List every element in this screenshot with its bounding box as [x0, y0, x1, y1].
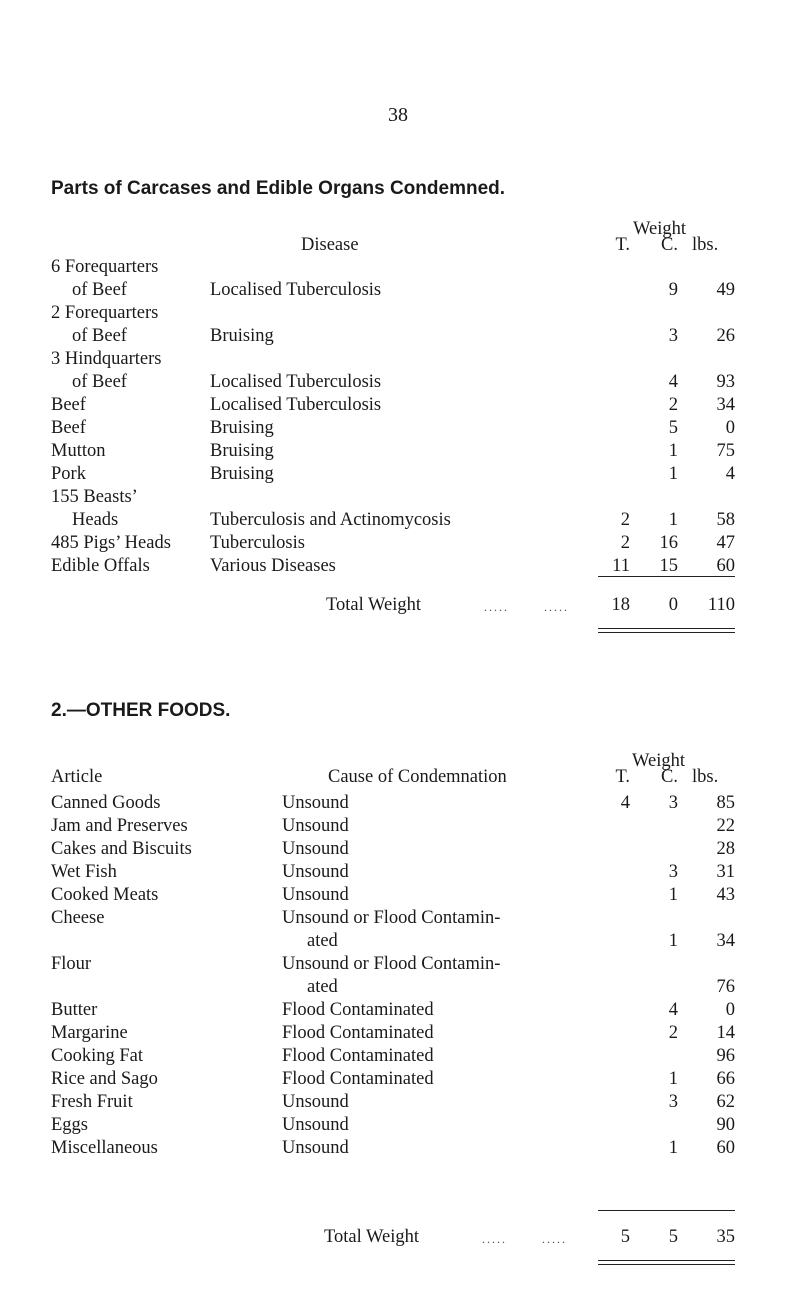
lbs-cell: 28	[716, 839, 735, 859]
cause-cell: Unsound	[282, 862, 349, 882]
section1-total-label: Total Weight	[326, 595, 422, 615]
lbs-cell: 14	[716, 1023, 735, 1043]
lbs-cell: 62	[716, 1092, 735, 1112]
cwt-cell: 5	[668, 418, 678, 438]
lbs-cell: 58	[716, 510, 735, 530]
item-label: Heads	[72, 510, 119, 530]
tons-cell: 4	[620, 793, 630, 813]
cwt-cell: 1	[668, 1069, 678, 1089]
cwt-cell: 1	[668, 441, 678, 461]
section2-weight-header: Weight	[632, 751, 685, 771]
cwt-cell: 3	[668, 793, 678, 813]
article-cell: Canned Goods	[51, 793, 161, 813]
lbs-cell: 34	[716, 931, 735, 951]
item-label: Beef	[51, 395, 86, 415]
tons-cell: 2	[620, 510, 630, 530]
item-label: of Beef	[72, 326, 127, 346]
section2-title: 2.—OTHER FOODS.	[51, 700, 231, 721]
article-cell: Fresh Fruit	[51, 1092, 133, 1112]
disease-cell: Tuberculosis	[210, 533, 305, 553]
disease-cell: Bruising	[210, 464, 274, 484]
cwt-cell: 4	[668, 372, 678, 392]
cwt-cell: 15	[659, 556, 678, 576]
section1-title: Parts of Carcases and Edible Organs Condemned.	[51, 178, 506, 199]
article-cell: Jam and Preserves	[51, 816, 188, 836]
section1-unit-lbs: lbs.	[692, 235, 719, 255]
section2-total-leader: ..... .....	[482, 1232, 567, 1246]
cwt-cell: 3	[668, 326, 678, 346]
item-label: Mutton	[51, 441, 106, 461]
section1-total-c: 0	[668, 595, 678, 615]
cause-cell: Unsound	[282, 1092, 349, 1112]
disease-cell: Various Diseases	[210, 556, 336, 576]
lbs-cell: 66	[716, 1069, 735, 1089]
cause-cell: Flood Contaminated	[282, 1046, 434, 1066]
section1-unit-t: T.	[615, 235, 630, 255]
cause-cell: Unsound or Flood Contamin-	[282, 908, 501, 928]
cause-cell: Unsound	[282, 793, 349, 813]
lbs-cell: 31	[716, 862, 735, 882]
cause-cell: Flood Contaminated	[282, 1069, 434, 1089]
lbs-cell: 34	[716, 395, 735, 415]
section1-total-lbs: 110	[707, 595, 735, 615]
disease-cell: Bruising	[210, 418, 274, 438]
cwt-cell: 2	[668, 1023, 678, 1043]
cwt-cell: 3	[668, 862, 678, 882]
cwt-cell: 1	[668, 510, 678, 530]
cause-cell: Unsound	[282, 816, 349, 836]
article-cell: Miscellaneous	[51, 1138, 158, 1158]
item-label: of Beef	[72, 372, 127, 392]
article-cell: Butter	[51, 1000, 98, 1020]
lbs-cell: 0	[725, 418, 735, 438]
disease-cell: Localised Tuberculosis	[210, 372, 382, 392]
article-cell: Rice and Sago	[51, 1069, 158, 1089]
lbs-cell: 93	[716, 372, 735, 392]
disease-cell: Localised Tuberculosis	[210, 280, 382, 300]
cause-cell: Unsound or Flood Contamin-	[282, 954, 501, 974]
item-label: Edible Offals	[51, 556, 150, 576]
tons-cell: 2	[620, 533, 630, 553]
cause-cell-continued: ated	[307, 931, 338, 951]
item-line: 6 Forequarters	[51, 257, 159, 277]
page-number: 38	[388, 104, 408, 126]
lbs-cell: 76	[716, 977, 735, 997]
cause-cell: Flood Contaminated	[282, 1000, 434, 1020]
section2-unit-lbs: lbs.	[692, 767, 719, 787]
article-cell: Cooked Meats	[51, 885, 159, 905]
section2-total-double-rule	[598, 1260, 735, 1265]
section2-total-t: 5	[620, 1227, 630, 1247]
section1-disease-header: Disease	[301, 235, 359, 255]
lbs-cell: 96	[716, 1046, 735, 1066]
lbs-cell: 49	[716, 280, 735, 300]
article-cell: Flour	[51, 954, 92, 974]
section1-total-t: 18	[611, 595, 630, 615]
cwt-cell: 1	[668, 1138, 678, 1158]
item-line: 155 Beasts’	[51, 487, 138, 507]
item-label: Beef	[51, 418, 86, 438]
cwt-cell: 16	[659, 533, 678, 553]
section2-article-header: Article	[51, 767, 103, 787]
lbs-cell: 60	[716, 556, 735, 576]
item-label: Pork	[51, 464, 86, 484]
tons-cell: 11	[612, 556, 630, 576]
disease-cell: Localised Tuberculosis	[210, 395, 382, 415]
lbs-cell: 47	[716, 533, 735, 553]
lbs-cell: 0	[725, 1000, 735, 1020]
cwt-cell: 4	[668, 1000, 678, 1020]
section2-total-lbs: 35	[716, 1227, 735, 1247]
lbs-cell: 75	[716, 441, 735, 461]
cause-cell: Flood Contaminated	[282, 1023, 434, 1043]
article-cell: Eggs	[51, 1115, 88, 1135]
lbs-cell: 60	[716, 1138, 735, 1158]
lbs-cell: 90	[716, 1115, 735, 1135]
disease-cell: Tuberculosis and Actinomycosis	[210, 510, 451, 530]
lbs-cell: 22	[716, 816, 735, 836]
cwt-cell: 1	[668, 464, 678, 484]
cwt-cell: 2	[668, 395, 678, 415]
article-cell: Wet Fish	[51, 862, 117, 882]
section1-total-leader: ..... .....	[484, 600, 569, 614]
article-cell: Cooking Fat	[51, 1046, 143, 1066]
cause-cell: Unsound	[282, 1115, 349, 1135]
section2-unit-t: T.	[615, 767, 630, 787]
item-label: of Beef	[72, 280, 127, 300]
lbs-cell: 43	[716, 885, 735, 905]
article-cell: Cakes and Biscuits	[51, 839, 192, 859]
disease-cell: Bruising	[210, 326, 274, 346]
cause-cell-continued: ated	[307, 977, 338, 997]
section1-unit-c: C.	[661, 235, 678, 255]
item-line: 2 Forequarters	[51, 303, 159, 323]
lbs-cell: 85	[716, 793, 735, 813]
section1-weight-header: Weight	[633, 219, 686, 239]
cause-cell: Unsound	[282, 1138, 349, 1158]
cwt-cell: 3	[668, 1092, 678, 1112]
article-cell: Margarine	[51, 1023, 128, 1043]
cause-cell: Unsound	[282, 839, 349, 859]
article-cell: Cheese	[51, 908, 105, 928]
cwt-cell: 9	[668, 280, 678, 300]
lbs-cell: 26	[716, 326, 735, 346]
section2-cause-header: Cause of Condemnation	[328, 767, 507, 787]
section2-total-rule	[598, 1210, 735, 1211]
section2-unit-c: C.	[661, 767, 678, 787]
cause-cell: Unsound	[282, 885, 349, 905]
section1-total-double-rule	[598, 628, 735, 633]
section1-total-rule	[598, 576, 735, 577]
section2-total-c: 5	[668, 1227, 678, 1247]
cwt-cell: 1	[668, 931, 678, 951]
cwt-cell: 1	[668, 885, 678, 905]
disease-cell: Bruising	[210, 441, 274, 461]
section2-total-label: Total Weight	[324, 1227, 420, 1247]
lbs-cell: 4	[725, 464, 735, 484]
item-line: 3 Hindquarters	[51, 349, 162, 369]
item-label: 485 Pigs’ Heads	[51, 533, 171, 553]
